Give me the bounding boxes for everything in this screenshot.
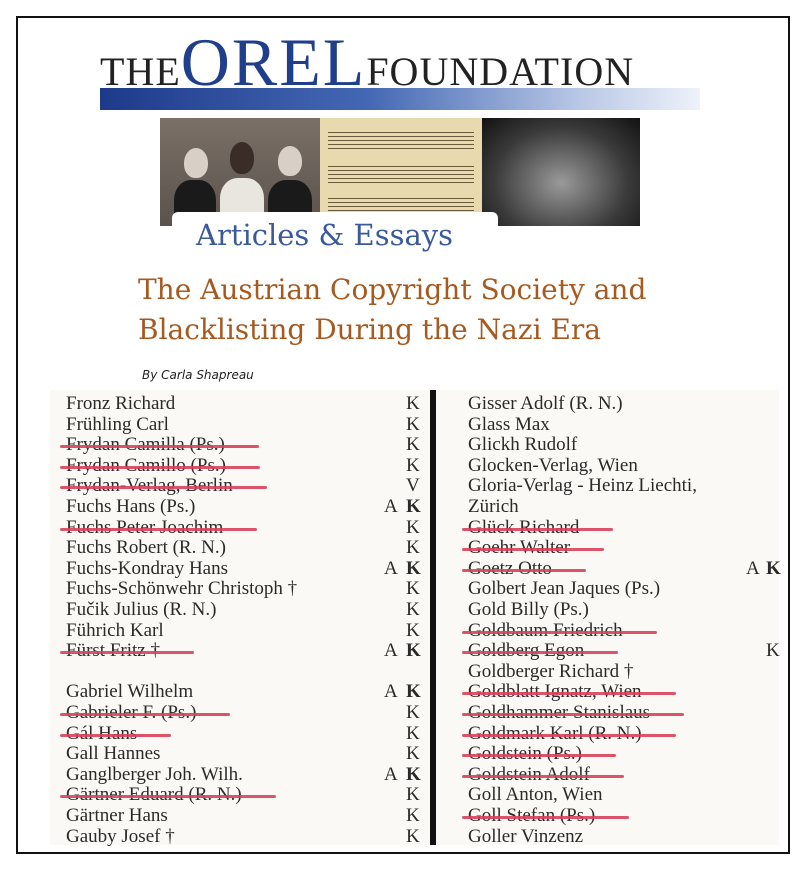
register-entry xyxy=(66,578,420,600)
register-entry xyxy=(468,785,776,805)
register-entry-name: Glocken-Verlag, Wien xyxy=(468,454,638,476)
register-entry-k-code: K xyxy=(406,496,421,517)
register-entry xyxy=(468,682,776,702)
register-entry xyxy=(468,744,776,764)
register-entry xyxy=(468,497,776,517)
register-entry xyxy=(468,518,776,538)
register-entry-name: Glickh Rudolf xyxy=(468,434,578,456)
register-entry-name: Goller Vinzenz xyxy=(468,825,584,847)
musicians-portrait-photo xyxy=(160,118,320,226)
strikethrough-mark xyxy=(60,445,259,448)
strikethrough-mark xyxy=(462,631,657,634)
register-entry xyxy=(468,765,776,785)
register-entry-a-code: A xyxy=(384,640,398,662)
register-entry xyxy=(66,454,420,476)
register-entry xyxy=(468,621,776,641)
register-entry-a-code: A xyxy=(384,681,398,703)
register-entry-name: Führich Karl xyxy=(66,619,164,641)
register-entry-k-code: K xyxy=(766,640,780,662)
register-entry-name: Gabriel Wilhelm xyxy=(66,681,194,703)
register-entry-k-code: K xyxy=(406,702,420,723)
register-entry-k-code: K xyxy=(406,413,420,435)
strikethrough-mark xyxy=(60,466,260,469)
strikethrough-mark xyxy=(462,775,624,778)
register-entry-k-code: V xyxy=(406,475,420,497)
strikethrough-mark xyxy=(462,528,613,531)
register-entry-name: Gall Hannes xyxy=(66,743,161,765)
register-entry-k-code: K xyxy=(406,516,420,538)
register-entry xyxy=(468,557,781,579)
register-entry-name: Fuchs-Kondray Hans xyxy=(66,557,229,579)
register-entry-k-code: K xyxy=(406,825,420,847)
register-entry xyxy=(66,681,421,703)
register-entry-name: Glass Max xyxy=(468,413,550,435)
register-entry xyxy=(468,579,776,599)
register-entry-k-code: K xyxy=(406,681,421,703)
register-entry-a-code: A xyxy=(746,557,760,579)
strikethrough-mark xyxy=(462,816,629,819)
register-entry xyxy=(468,640,780,662)
register-entry-k-code: K xyxy=(406,557,421,579)
logo-foundation: FOUNDATION xyxy=(366,49,635,94)
strikethrough-mark xyxy=(60,734,171,737)
blacklist-register-scan xyxy=(50,390,779,845)
register-entry xyxy=(66,662,416,682)
register-entry xyxy=(66,516,420,538)
column-divider xyxy=(430,390,436,845)
header-photo-strip xyxy=(160,118,640,226)
article-byline: By Carla Shapreau xyxy=(142,368,254,382)
register-entry-name: Fuchs-Schönwehr Christoph † xyxy=(66,578,298,600)
register-entry-name: Goll Anton, Wien xyxy=(468,784,603,806)
article-title-line-1: The Austrian Copyright Society and xyxy=(138,273,647,306)
section-label[interactable]: Articles & Essays xyxy=(196,218,454,252)
register-entry xyxy=(66,805,420,826)
register-entry xyxy=(66,496,421,517)
register-entry-name: Gärtner Hans xyxy=(66,805,168,826)
music-score-photo xyxy=(320,118,482,226)
register-entry-name: Fuchs Hans (Ps.) xyxy=(66,496,196,517)
register-entry-k-code: K xyxy=(406,434,420,456)
register-entry-name: Gauby Josef † xyxy=(66,825,175,847)
register-entry xyxy=(468,456,776,476)
register-entry xyxy=(66,640,421,662)
register-entry-a-code: A xyxy=(384,557,398,579)
register-entry xyxy=(66,619,420,641)
register-entry xyxy=(66,475,420,497)
register-entry-k-code: K xyxy=(406,784,420,806)
register-entry-name: Zürich xyxy=(468,496,519,517)
strikethrough-mark xyxy=(462,548,604,551)
register-entry xyxy=(66,722,420,744)
register-entry-k-code: K xyxy=(406,537,420,559)
strikethrough-mark xyxy=(462,734,676,737)
article-title xyxy=(138,270,778,350)
strikethrough-mark xyxy=(60,713,230,716)
register-entry-name: Golbert Jean Jaques (Ps.) xyxy=(468,578,661,600)
stage-performance-photo xyxy=(482,118,640,226)
register-entry-a-code: A xyxy=(384,496,398,517)
register-entry xyxy=(468,476,776,496)
strikethrough-mark xyxy=(60,486,267,489)
register-entry xyxy=(66,537,420,559)
register-entry-k-code: K xyxy=(406,619,420,641)
register-entry xyxy=(66,702,420,723)
register-entry-k-code: K xyxy=(406,454,420,476)
register-entry-name: Fučik Julius (R. N.) xyxy=(66,599,217,620)
register-entry-k-code: K xyxy=(406,722,420,744)
strikethrough-mark xyxy=(60,651,194,654)
register-entry xyxy=(468,435,776,455)
register-entry-k-code: K xyxy=(766,557,781,579)
logo-wordmark xyxy=(100,24,635,100)
register-entry xyxy=(66,825,420,847)
register-entry xyxy=(66,599,420,620)
register-entry-name: Fuchs Robert (R. N.) xyxy=(66,537,226,559)
register-entry-name: Fronz Richard xyxy=(66,393,176,414)
strikethrough-mark xyxy=(462,754,616,757)
register-entry-k-code: K xyxy=(406,599,420,620)
register-entry xyxy=(66,784,420,806)
logo-the: THE xyxy=(100,49,181,94)
register-entry-name: Gold Billy (Ps.) xyxy=(468,599,589,620)
register-entry xyxy=(66,743,420,765)
register-entry-name: Frühling Carl xyxy=(66,413,169,435)
register-entry xyxy=(468,827,776,847)
article-title-line-2: Blacklisting During the Nazi Era xyxy=(138,313,601,346)
logo-orel: OREL xyxy=(180,24,367,100)
register-entry xyxy=(66,763,421,785)
register-entry xyxy=(468,538,776,558)
register-entry-k-code: K xyxy=(406,393,420,414)
strikethrough-mark xyxy=(60,795,276,798)
register-entry xyxy=(468,415,776,435)
register-entry-name: Gloria-Verlag - Heinz Liechti, xyxy=(468,475,697,497)
register-entry xyxy=(468,662,776,682)
register-entry-name: Ganglberger Joh. Wilh. xyxy=(66,763,243,785)
register-entry xyxy=(468,394,776,414)
register-entry-k-code: K xyxy=(406,640,421,662)
register-entry xyxy=(468,806,776,826)
register-entry-k-code: K xyxy=(406,743,420,765)
register-entry xyxy=(66,393,420,414)
register-entry xyxy=(66,434,420,456)
register-entry xyxy=(66,413,420,435)
register-entry xyxy=(468,600,776,620)
register-entry xyxy=(468,724,776,744)
strikethrough-mark xyxy=(462,651,618,654)
orel-foundation-logo[interactable] xyxy=(100,24,700,112)
register-entry-k-code: K xyxy=(406,578,420,600)
register-entry-name: Gisser Adolf (R. N.) xyxy=(468,393,623,414)
strikethrough-mark xyxy=(462,713,684,716)
register-entry-a-code: A xyxy=(384,763,398,785)
register-entry xyxy=(468,703,776,723)
register-entry xyxy=(66,557,421,579)
strikethrough-mark xyxy=(60,528,257,531)
strikethrough-mark xyxy=(462,569,586,572)
register-entry-k-code: K xyxy=(406,763,421,785)
strikethrough-mark xyxy=(462,692,676,695)
register-entry-k-code: K xyxy=(406,805,420,826)
register-entry-name: Goldberger Richard † xyxy=(468,660,634,682)
